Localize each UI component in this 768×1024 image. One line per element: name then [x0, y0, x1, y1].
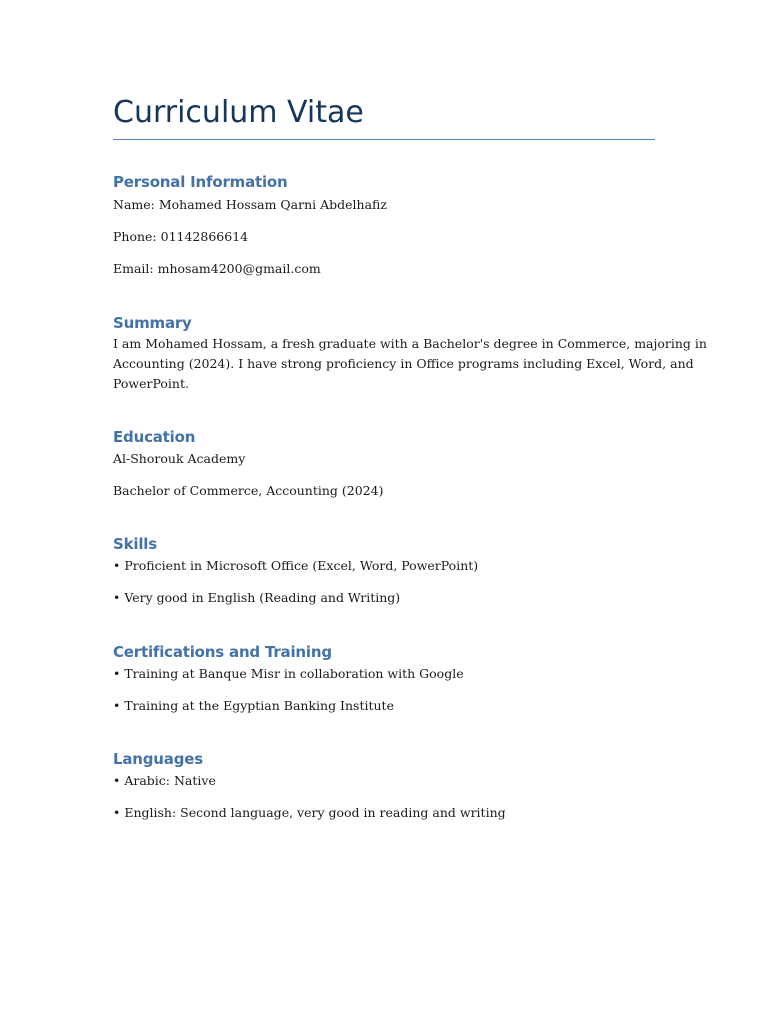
summary-line: I am Mohamed Hossam, a fresh graduate with a Bachelor's degree in Commerce, majoring in — [113, 336, 707, 351]
section-skills — [113, 533, 655, 605]
skill-item: • Proficient in Microsoft Office (Excel, Word, PowerPoint) — [113, 558, 479, 573]
document-title: Curriculum Vitae — [113, 95, 364, 130]
personal-phone: Phone: 01142866614 — [113, 229, 249, 244]
summary-line: PowerPoint. — [113, 376, 189, 391]
personal-name: Name: Mohamed Hossam Qarni Abdelhafiz — [113, 197, 387, 212]
education-school: Al-Shorouk Academy — [113, 451, 246, 466]
summary-line: Accounting (2024). I have strong proficiency in Office programs including Excel, Word, and — [113, 356, 694, 371]
section-heading-languages: Languages — [113, 750, 203, 768]
section-summary — [113, 312, 707, 391]
language-item: • English: Second language, very good in reading and writing — [113, 805, 506, 820]
section-certifications-training — [113, 641, 655, 713]
section-personal-information — [113, 171, 655, 276]
education-degree: Bachelor of Commerce, Accounting (2024) — [113, 483, 384, 498]
section-heading-education: Education — [113, 428, 196, 446]
section-heading-skills: Skills — [113, 535, 157, 553]
section-education — [113, 426, 655, 498]
skill-item: • Very good in English (Reading and Writing) — [113, 590, 401, 605]
language-item: • Arabic: Native — [113, 773, 216, 788]
section-languages — [113, 748, 655, 820]
section-heading-summary: Summary — [113, 314, 192, 332]
title-divider — [113, 139, 655, 140]
personal-email: Email: mhosam4200@gmail.com — [113, 261, 321, 276]
certification-item: • Training at the Egyptian Banking Institute — [113, 698, 394, 713]
certification-item: • Training at Banque Misr in collaboration with Google — [113, 666, 464, 681]
section-heading-personal-information: Personal Information — [113, 173, 288, 191]
section-heading-certifications: Certifications and Training — [113, 643, 332, 661]
